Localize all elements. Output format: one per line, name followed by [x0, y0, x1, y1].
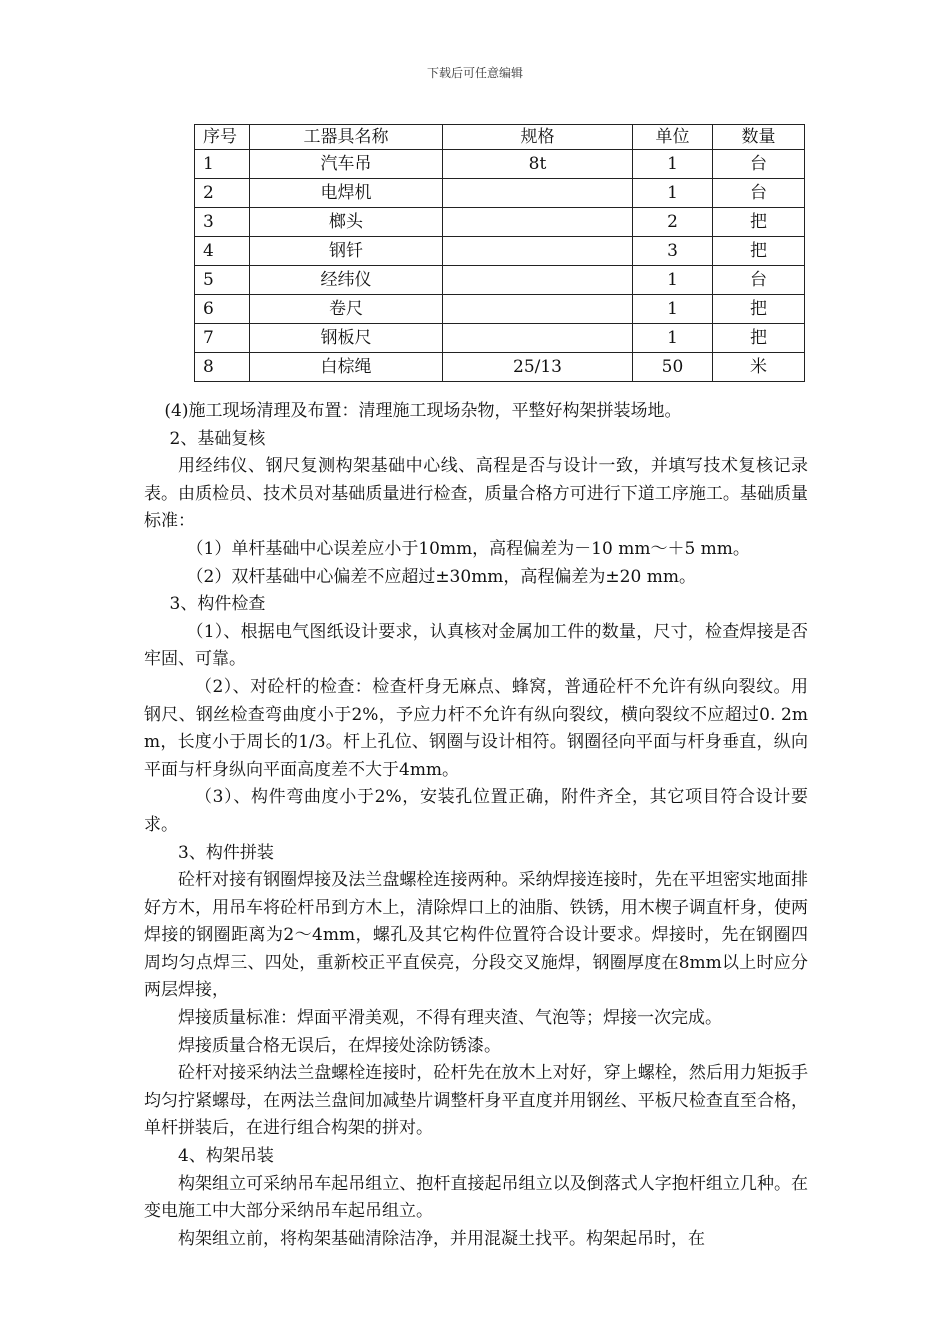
cell-quantity: 把 [713, 237, 805, 266]
header-no: 序号 [195, 125, 250, 150]
cell-no: 4 [195, 237, 250, 266]
section-heading-frame-hoisting: 4、构架吊装 [178, 1146, 274, 1167]
section-heading-component-inspection: 3、构件检查 [169, 594, 266, 615]
paragraph-metal-parts-check: （1）、根据电气图纸设计要求，认真核对金属加工件的数量，尺寸，检查焊接是否牢固、可靠。 [144, 621, 808, 670]
cell-no: 5 [195, 266, 250, 295]
table-row [195, 150, 805, 179]
tools-table [194, 124, 805, 382]
header-tool-name: 工器具名称 [250, 125, 443, 150]
paragraph-welding-standard: 焊接质量标准：焊面平滑美观，不得有理夹渣、气泡等；焊接一次完成。 [178, 1008, 722, 1029]
header-quantity: 数量 [713, 125, 805, 150]
cell-no: 8 [195, 353, 250, 382]
paragraph-double-pole-standard: （2）双杆基础中心偏差不应超过±30mm，高程偏差为±20 mm。 [186, 566, 696, 587]
cell-unit: 1 [633, 295, 713, 324]
cell-spec: 8t [443, 150, 633, 179]
paragraph-before-erection: 构架组立前，将构架基础清除洁净，并用混凝土找平。构架起吊时，在 [178, 1228, 705, 1249]
section-heading-component-assembly: 3、构件拼装 [178, 842, 274, 863]
cell-no: 7 [195, 324, 250, 353]
section-heading-foundation-check: 2、基础复核 [169, 428, 266, 449]
cell-spec [443, 237, 633, 266]
cell-tool-name: 卷尺 [250, 295, 443, 324]
paragraph-flange-connection: 砼杆对接采纳法兰盘螺栓连接时，砼杆先在放木上对好，穿上螺栓，然后用力矩扳手均匀拧紧螺母，在两法兰盘间加减垫片调整杆身平直度并用钢丝、平板尺检查直至合格，单杆拼装后，在进行组合构架的拼对。 [144, 1063, 808, 1139]
cell-spec [443, 266, 633, 295]
cell-tool-name: 白棕绳 [250, 353, 443, 382]
cell-unit: 1 [633, 324, 713, 353]
cell-tool-name: 榔头 [250, 208, 443, 237]
cell-no: 6 [195, 295, 250, 324]
cell-quantity: 台 [713, 266, 805, 295]
table-row [195, 237, 805, 266]
table-row [195, 353, 805, 382]
cell-no: 2 [195, 179, 250, 208]
cell-unit: 3 [633, 237, 713, 266]
cell-unit: 1 [633, 266, 713, 295]
cell-quantity: 把 [713, 208, 805, 237]
cell-tool-name: 钢板尺 [250, 324, 443, 353]
cell-unit: 1 [633, 150, 713, 179]
cell-unit: 2 [633, 208, 713, 237]
table-row [195, 179, 805, 208]
cell-unit: 1 [633, 179, 713, 208]
cell-quantity: 把 [713, 295, 805, 324]
cell-quantity: 台 [713, 150, 805, 179]
cell-quantity: 米 [713, 353, 805, 382]
header-spec: 规格 [443, 125, 633, 150]
paragraph-pole-check: （2）、对砼杆的检查：检查杆身无麻点、蜂窝，普通砼杆不允许有纵向裂纹。用钢尺、钢丝检查弯曲度小于2%，予应力杆不允许有纵向裂纹，横向裂纹不应超过0. 2mm，长度小于周长的1/3。杆上孔位、钢圈与设计相符。钢圈径向平面与杆身垂直，纵向平面与杆身纵向平面高度差不大于4mm。 [144, 676, 808, 780]
paragraph-single-pole-standard: （1）单杆基础中心误差应小于10mm，高程偏差为－10 mm～＋5 mm。 [186, 538, 750, 559]
table-header-row [195, 125, 805, 150]
cell-spec [443, 295, 633, 324]
table-row [195, 295, 805, 324]
cell-tool-name: 经纬仪 [250, 266, 443, 295]
page-header-note: 下载后可任意编辑 [426, 66, 523, 80]
paragraph-anti-rust: 焊接质量合格无误后，在焊接处涂防锈漆。 [178, 1035, 501, 1056]
cell-tool-name: 钢钎 [250, 237, 443, 266]
cell-quantity: 把 [713, 324, 805, 353]
cell-tool-name: 电焊机 [250, 179, 443, 208]
paragraph-bending-check: （3）、构件弯曲度小于2%，安装孔位置正确，附件齐全，其它项目符合设计要求。 [144, 787, 808, 835]
cell-no: 1 [195, 150, 250, 179]
cell-spec [443, 208, 633, 237]
paragraph-pole-joining: 砼杆对接有钢圈焊接及法兰盘螺栓连接两种。采纳焊接连接时，先在平坦密实地面排好方木，用吊车将砼杆吊到方木上，清除焊口上的油脂、铁锈，用木楔子调直杆身，使两焊接的钢圈距离为2～4mm，螺孔及其它构件位置符合设计要求。焊接时，先在钢圈四周均匀点焊三、四处，重新校正平直侯亮，分段交叉施焊，钢圈厚度在8mm以上时应分两层焊接， [144, 870, 808, 1001]
header-unit: 单位 [633, 125, 713, 150]
paragraph-foundation-check: 用经纬仪、钢尺复测构架基础中心线、高程是否与设计一致，并填写技术复核记录表。由质检员、技术员对基础质量进行检查，质量合格方可进行下道工序施工。基础质量标准： [144, 456, 808, 532]
paragraph-erection-methods: 构架组立可采纳吊车起吊组立、抱杆直接起吊组立以及倒落式人字抱杆组立几种。在变电施工中大部分采纳吊车起吊组立。 [144, 1173, 808, 1222]
table-row [195, 324, 805, 353]
cell-spec: 25/13 [443, 353, 633, 382]
paragraph-site-clearing: (4)施工现场清理及布置：清理施工现场杂物，平整好构架拼装场地。 [164, 401, 682, 421]
cell-no: 3 [195, 208, 250, 237]
document-body [144, 398, 808, 1253]
cell-quantity: 台 [713, 179, 805, 208]
cell-spec [443, 324, 633, 353]
cell-unit: 50 [633, 353, 713, 382]
table-row [195, 208, 805, 237]
cell-spec [443, 179, 633, 208]
table-row [195, 266, 805, 295]
cell-tool-name: 汽车吊 [250, 150, 443, 179]
